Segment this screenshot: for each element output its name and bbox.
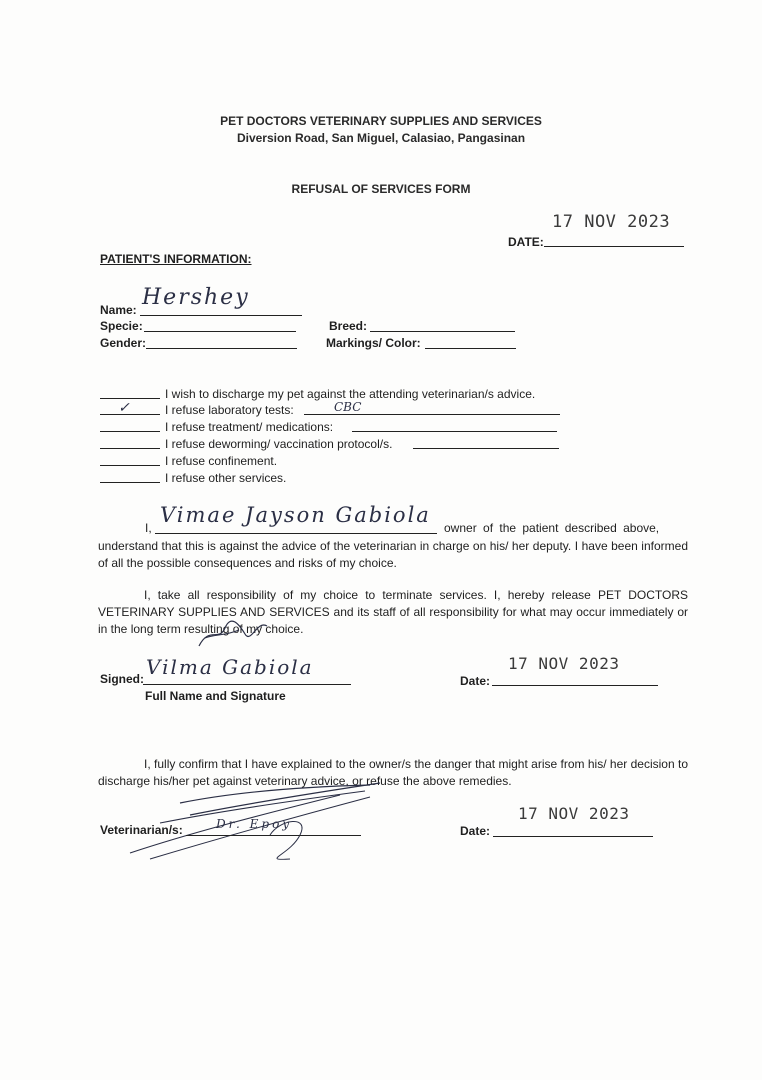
owner-name-line xyxy=(155,533,437,534)
treatment-line xyxy=(352,431,557,432)
patient-section-title: PATIENT'S INFORMATION: xyxy=(100,252,252,266)
veterinarian-line xyxy=(186,835,361,836)
markings-label: Markings/ Color: xyxy=(326,336,421,350)
gender-label: Gender: xyxy=(100,336,147,350)
specie-label: Specie: xyxy=(100,319,143,333)
specie-line xyxy=(144,331,296,332)
name-label: Name: xyxy=(100,303,137,317)
signed-line xyxy=(143,684,351,685)
checkbox-line[interactable] xyxy=(100,431,160,432)
breed-line xyxy=(370,331,515,332)
checkbox-line[interactable] xyxy=(100,414,160,415)
signed-label: Signed: xyxy=(100,672,144,686)
name-value: Hershey xyxy=(142,285,250,310)
release-paragraph: I, take all responsibility of my choice to terminate services. I, hereby release PET DOCTORS VETERINARY SUPPLIES AND SERVICES and its staff of all responsibility for what may occur immediately or in the long term resulting of my choice. xyxy=(98,588,688,636)
checklist-item-treatment: I refuse treatment/ medications: xyxy=(165,420,334,434)
deworming-line xyxy=(413,448,559,449)
owner-name-value: Vimae Jayson Gabiola xyxy=(160,503,431,527)
checklist-item-deworming: I refuse deworming/ vaccination protocol/s. xyxy=(165,437,393,451)
checkbox-line[interactable] xyxy=(100,482,160,483)
checklist-item-lab-tests: I refuse laboratory tests: xyxy=(165,403,294,417)
checkbox-line[interactable] xyxy=(100,448,160,449)
signed-caption: Full Name and Signature xyxy=(145,689,286,703)
signed-value: Vilma Gabiola xyxy=(146,655,314,679)
lab-tests-line xyxy=(304,414,560,415)
breed-label: Breed: xyxy=(329,319,368,333)
company-name: PET DOCTORS VETERINARY SUPPLIES AND SERVICES xyxy=(220,114,542,128)
signed-date-label: Date: xyxy=(460,674,491,688)
markings-line xyxy=(425,348,516,349)
vet-confirm-paragraph: I, fully confirm that I have explained to the owner/s the danger that might arise from his/ her decision to discharge his/her pet against veterinary advice, or refuse the above remedies. xyxy=(98,757,688,788)
statement-body: understand that this is against the advice of the veterinarian in charge on his/ her deputy. I have been informed of all the possible consequences and risks of my choice. xyxy=(98,539,688,570)
signed-date-stamp: 17 NOV 2023 xyxy=(508,654,620,673)
checkbox-line[interactable] xyxy=(100,398,160,399)
statement-prefix: I, xyxy=(145,521,152,535)
name-line xyxy=(140,315,302,316)
company-address: Diversion Road, San Miguel, Calasiao, Pangasinan xyxy=(236,131,526,145)
vet-date-stamp: 17 NOV 2023 xyxy=(518,804,630,823)
checklist-item-other: I refuse other services. xyxy=(165,471,287,485)
veterinarian-label: Veterinarian/s: xyxy=(100,823,183,837)
initial-scribble xyxy=(195,616,275,652)
gender-line xyxy=(146,348,297,349)
vet-date-line xyxy=(493,836,653,837)
date-label: DATE: xyxy=(508,235,544,249)
checklist-item-discharge: I wish to discharge my pet against the attending veterinarian/s advice. xyxy=(165,387,536,401)
veterinarian-value: Dr. Epoy xyxy=(216,817,293,831)
signed-date-line xyxy=(492,685,658,686)
form-title: REFUSAL OF SERVICES FORM xyxy=(291,182,471,196)
lab-tests-value: CBC xyxy=(334,400,362,414)
check-mark: ✓ xyxy=(118,400,130,416)
vet-date-label: Date: xyxy=(460,824,491,838)
date-stamp: 17 NOV 2023 xyxy=(552,212,671,232)
checklist-item-confinement: I refuse confinement. xyxy=(165,454,278,468)
date-line xyxy=(544,246,684,247)
statement-suffix: owner of the patient described above, xyxy=(444,521,660,535)
checkbox-line[interactable] xyxy=(100,465,160,466)
